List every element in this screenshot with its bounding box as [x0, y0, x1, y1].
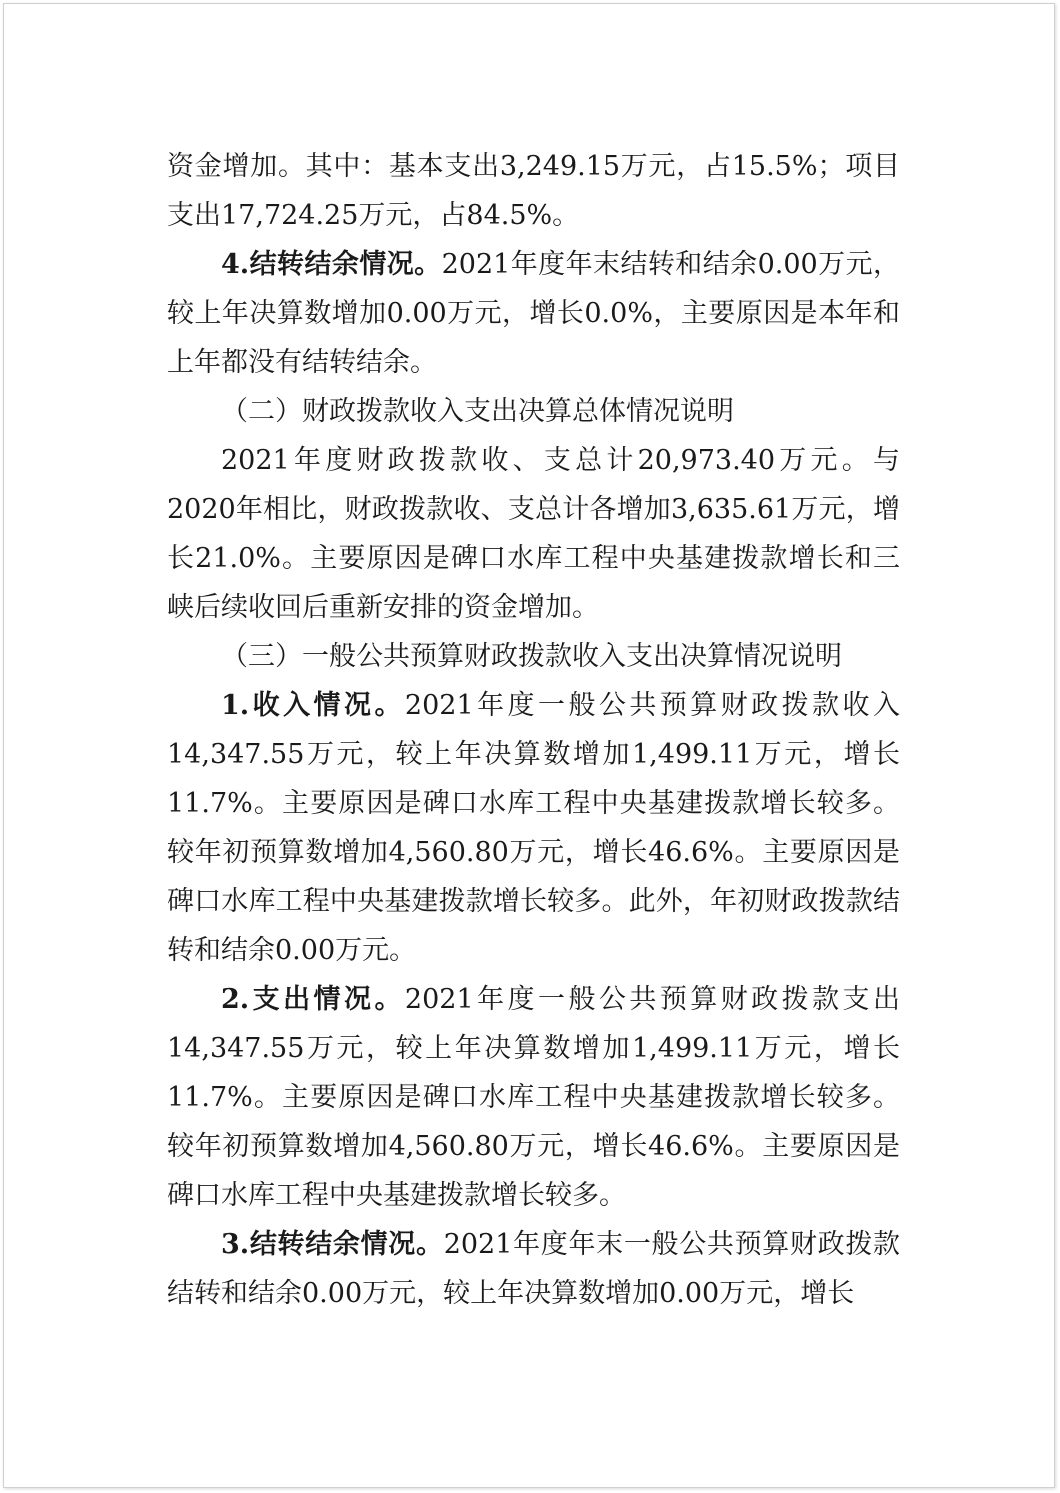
paragraph-8-heading: 3.结转结余情况。 [221, 1229, 444, 1260]
document-body [167, 142, 900, 1318]
paragraph-8-text: 2021年度年末一般公共预算财政拨款结转和结余0.00万元，较上年决算数增加0.00万元，增长 [167, 1229, 901, 1309]
section-heading-3 [167, 632, 900, 681]
paragraph-2-text: 2021年度年末结转和结余0.00万元，较上年决算数增加0.00万元，增长0.0%，主要原因是本年和上年都没有结转结余。 [167, 249, 900, 378]
paragraph-1-text: 资金增加。其中：基本支出3,249.15万元，占15.5%；项目支出17,724.25万元，占84.5%。 [167, 151, 900, 231]
paragraph-6-text: 2021年度一般公共预算财政拨款收入14,347.55万元，较上年决算数增加1,499.11万元，增长11.7%。主要原因是碑口水库工程中央基建拨款增长较多。较年初预算数增加4,560.80万元，增长46.6%。主要原因是碑口水库工程中央基建拨款增长较多。此外，年初财政拨款结转和结余0.00万元。 [167, 690, 900, 966]
paragraph-4 [167, 436, 900, 632]
section-heading-2 [167, 387, 900, 436]
paragraph-1 [167, 142, 900, 240]
paragraph-7-text: 2021年度一般公共预算财政拨款支出14,347.55万元，较上年决算数增加1,499.11万元，增长11.7%。主要原因是碑口水库工程中央基建拨款增长较多。较年初预算数增加4,560.80万元，增长46.6%。主要原因是碑口水库工程中央基建拨款增长较多。 [167, 984, 900, 1211]
paragraph-2 [167, 240, 900, 387]
paragraph-7 [167, 975, 900, 1220]
paragraph-7-heading: 2.支出情况。 [221, 984, 405, 1015]
paragraph-2-heading: 4.结转结余情况。 [221, 249, 442, 280]
paragraph-6-heading: 1.收入情况。 [221, 690, 405, 721]
paragraph-8 [167, 1220, 900, 1318]
paragraph-6 [167, 681, 900, 975]
paragraph-4-text: 2021年度财政拨款收、支总计20,973.40万元。与2020年相比，财政拨款收、支总计各增加3,635.61万元，增长21.0%。主要原因是碑口水库工程中央基建拨款增长和三峡后续收回后重新安排的资金增加。 [167, 445, 900, 623]
section-heading-3-text: （三）一般公共预算财政拨款收入支出决算情况说明 [221, 641, 842, 672]
section-heading-2-text: （二）财政拨款收入支出决算总体情况说明 [221, 396, 734, 427]
document-page [3, 3, 1055, 1488]
